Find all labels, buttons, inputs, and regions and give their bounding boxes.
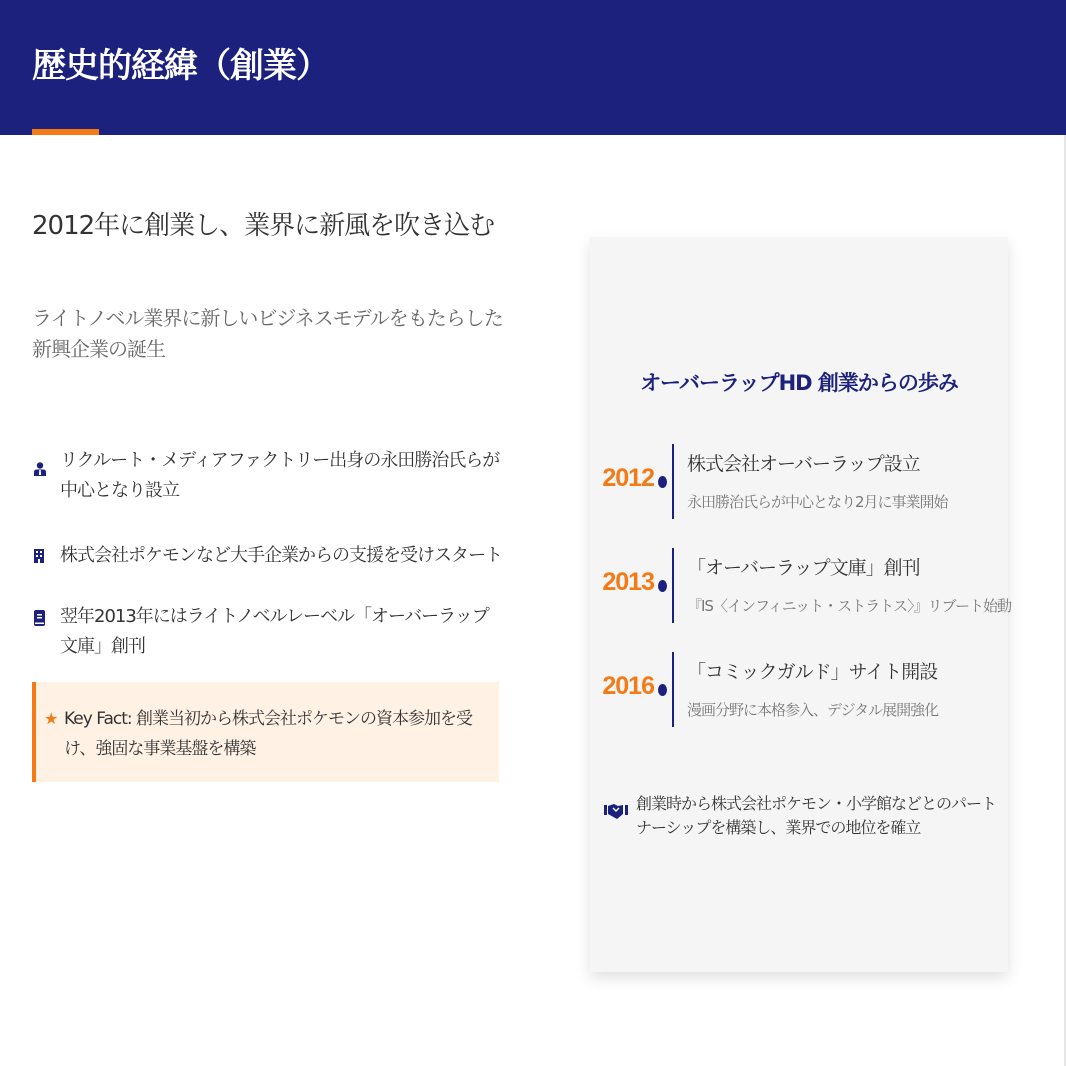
timeline-card — [590, 237, 1012, 972]
bullet-text: 翌年2013年にはライトノベルレーベル「オーバーラップ文庫」創刊 — [60, 606, 489, 657]
timeline-event-desc: 漫画分野に本格参入、デジタル展開強化 — [687, 701, 939, 719]
user-tie-icon — [32, 446, 60, 476]
page-title: 歴史的経緯（創業） — [32, 46, 329, 86]
timeline-dot — [658, 476, 667, 488]
timeline-event-title: 株式会社オーバーラップ設立 — [687, 453, 920, 475]
timeline-item — [590, 444, 1008, 519]
timeline-title: オーバーラップHD 創業からの歩み — [640, 371, 958, 395]
section-subtitle: 2012年に創業し、業界に新風を吹き込む — [32, 211, 495, 241]
star-icon: ★ — [44, 709, 58, 728]
timeline-year: 2012 — [602, 464, 654, 492]
handshake-icon — [604, 792, 636, 840]
timeline-dot — [658, 684, 667, 696]
timeline-item — [590, 548, 1012, 623]
timeline-line — [672, 444, 674, 519]
timeline-event-title: 「コミックガルド」サイト開設 — [687, 661, 938, 683]
bullet-item — [32, 602, 502, 662]
book-icon — [32, 602, 60, 626]
timeline-event-desc: 永田勝治氏らが中心となり2月に事業開始 — [687, 493, 948, 511]
key-fact-text: Key Fact: 創業当初から株式会社ポケモンの資本参加を受け、強固な事業基盤を構築 — [64, 709, 473, 759]
bullet-text: 株式会社ポケモンなど大手企業からの支援を受けスタート — [60, 545, 502, 566]
timeline-year: 2016 — [602, 672, 654, 700]
partnership-text: 創業時から株式会社ポケモン・小学館などとのパートナーシップを構築し、業界での地位を確立 — [636, 794, 997, 837]
key-fact-box — [32, 682, 499, 782]
bullet-item — [32, 541, 502, 571]
lead-text: ライトノベル業界に新しいビジネスモデルをもたらした新興企業の誕生 — [32, 306, 503, 361]
bullet-item — [32, 446, 502, 506]
timeline-dot — [658, 580, 667, 592]
timeline-event-title: 「オーバーラップ文庫」創刊 — [687, 557, 920, 579]
building-icon — [32, 541, 60, 563]
partnership-note — [604, 792, 999, 840]
timeline-year: 2013 — [602, 568, 654, 596]
timeline-line — [672, 652, 674, 727]
bullet-text: リクルート・メディアファクトリー出身の永田勝治氏らが中心となり設立 — [60, 450, 500, 501]
timeline-event-desc: 『IS〈インフィニット・ストラトス〉』リブート始動 — [687, 597, 1012, 615]
timeline-item — [590, 652, 1008, 727]
title-accent-bar — [32, 129, 99, 135]
header — [0, 0, 1066, 135]
timeline-line — [672, 548, 674, 623]
